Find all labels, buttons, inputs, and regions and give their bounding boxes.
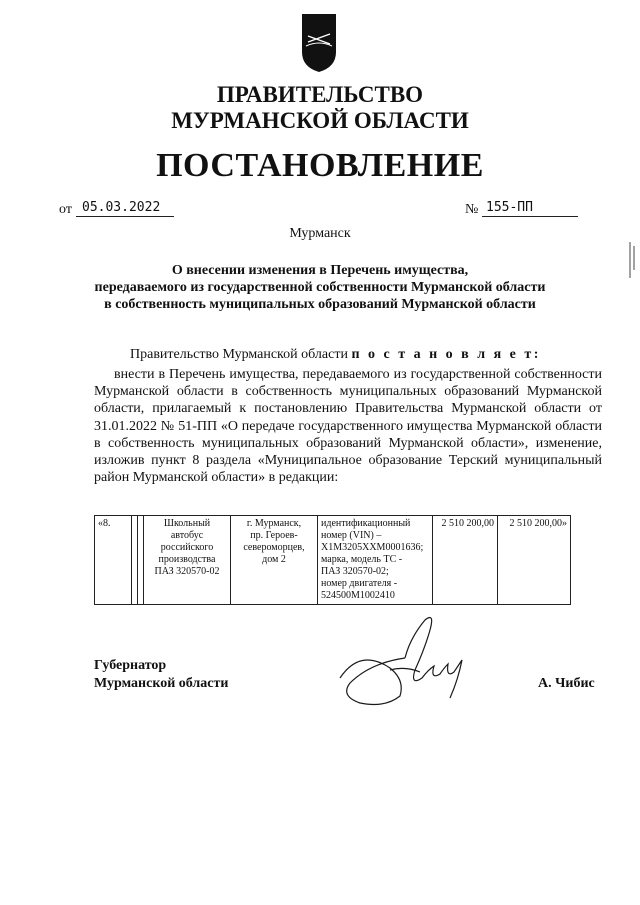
handwritten-signature	[330, 608, 470, 718]
cell-name	[144, 516, 231, 605]
date-value: 05.03.2022	[76, 200, 174, 217]
intro-prefix: Правительство Мурманской области	[130, 347, 352, 362]
governor-title	[94, 657, 228, 693]
cell-line: Школьный	[163, 518, 211, 529]
document-title	[80, 262, 560, 313]
cell-line: марка, модель ТС -	[321, 554, 403, 565]
cell-num: «8.	[95, 516, 132, 605]
cell-line: дом 2	[262, 554, 286, 565]
title-line-1: О внесении изменения в Перечень имущества,	[171, 263, 469, 278]
org-line-2: МУРМАНСКОЙ ОБЛАСТИ	[171, 108, 469, 133]
document-type: ПОСТАНОВЛЕНИЕ	[156, 147, 484, 184]
governor-title-line-2: Мурманской области	[94, 676, 229, 691]
cell-value-1: 2 510 200,00	[433, 516, 498, 605]
title-line-2: передаваемого из государственной собственности Мурманской области	[94, 280, 546, 295]
date-label: от	[59, 202, 72, 217]
cell-line: номер (VIN) –	[321, 530, 382, 541]
cell-line: пр. Героев-	[250, 530, 298, 541]
coat-of-arms-icon	[296, 12, 342, 74]
cell-line: X1M3205XXM0001636;	[321, 542, 424, 553]
governor-name: А. Чибис	[538, 676, 595, 691]
decree-intro	[130, 347, 541, 363]
city: Мурманск	[289, 226, 351, 241]
amendment-table	[94, 515, 571, 605]
cell-specs	[318, 516, 433, 605]
cell-line: 524500M1002410	[321, 590, 395, 601]
cell-line: г. Мурманск,	[246, 518, 302, 529]
cell-line: российского	[160, 542, 214, 553]
cell-line: идентификационный	[321, 518, 411, 529]
organization-name	[0, 82, 640, 134]
cell-line: номер двигателя -	[321, 578, 398, 589]
cell-line: автобус	[170, 530, 204, 541]
cell-line: ПАЗ 320570-02	[154, 566, 220, 577]
org-line-1: ПРАВИТЕЛЬСТВО	[216, 82, 424, 107]
margin-mark-icon	[626, 240, 638, 280]
intro-decree: п о с т а н о в л я е т:	[351, 347, 541, 362]
number-value: 155-ПП	[482, 200, 578, 217]
cell-line: североморцев,	[243, 542, 305, 553]
title-line-3: в собственность муниципальных образований Мурманской области	[104, 297, 536, 312]
cell-line: ПАЗ 320570-02;	[321, 566, 389, 577]
cell-line: производства	[158, 554, 216, 565]
number-label: №	[465, 202, 479, 217]
cell-address	[231, 516, 318, 605]
body-paragraph: внести в Перечень имущества, передаваемого из государственной собственности Мурманской области в собственность муниципальных образований Мурманской области, прилагаемый к постановлению Правительства Мурманской области от 31.01.2022 № 51-ПП «О передаче государственного имущества Мурманской области в собственность муниципальных образований Мурманской области», изменение, изложив пункт 8 раздела «Муниципальное образование Терский муниципальный район Мурманской области» в редакции:	[94, 367, 602, 486]
cell-value-2: 2 510 200,00»	[498, 516, 571, 605]
table-row	[95, 516, 571, 605]
governor-title-line-1: Губернатор	[94, 658, 167, 673]
